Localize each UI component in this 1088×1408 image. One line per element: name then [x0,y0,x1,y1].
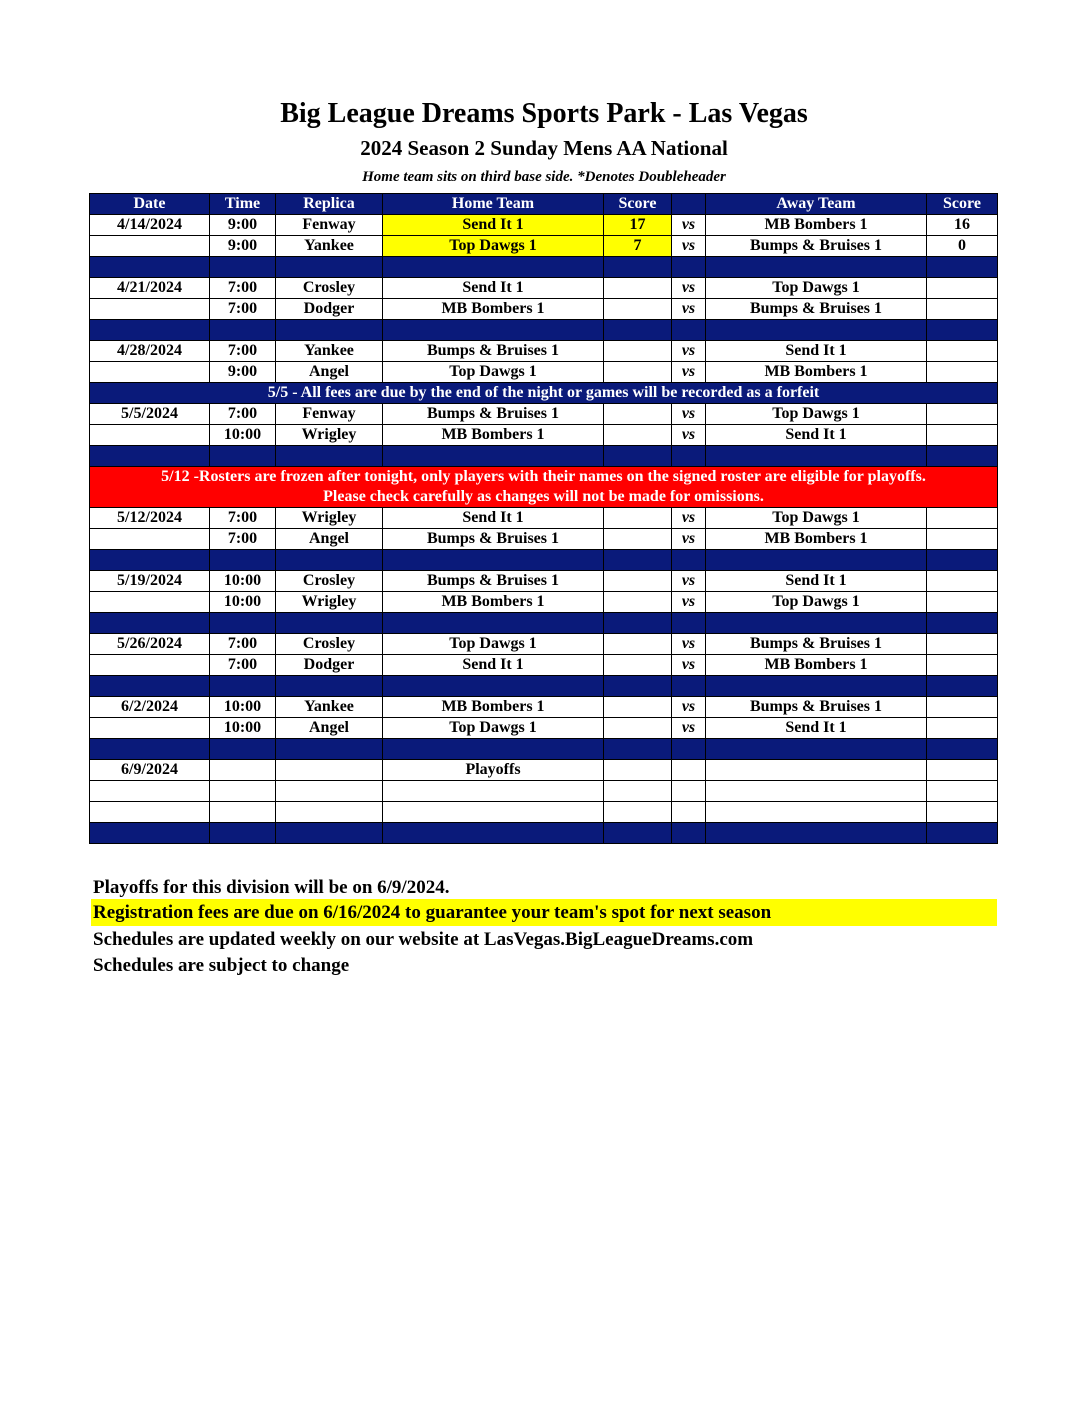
game-row [90,718,998,739]
cell-home-score [604,362,672,383]
game-row [90,278,998,299]
cell-vs: vs [672,571,706,592]
cell-time: 7:00 [210,655,276,676]
cell-home-team: Bumps & Bruises 1 [383,404,604,425]
separator-cell [604,613,672,634]
cell-replica [276,781,383,802]
alert-row [90,467,998,508]
cell-vs: vs [672,592,706,613]
cell-home-score: 7 [604,236,672,257]
cell-home-score [604,802,672,823]
schedule-table [89,193,998,844]
separator-cell [706,613,927,634]
separator-cell [90,676,210,697]
separator-cell [672,446,706,467]
cell-date: 4/28/2024 [90,341,210,362]
cell-away-team: Bumps & Bruises 1 [706,299,927,320]
separator-cell [672,676,706,697]
cell-replica: Dodger [276,299,383,320]
cell-vs: vs [672,634,706,655]
game-row [90,341,998,362]
separator-cell [276,676,383,697]
separator-cell [90,613,210,634]
cell-time: 10:00 [210,425,276,446]
cell-vs: vs [672,655,706,676]
cell-time: 10:00 [210,592,276,613]
cell-replica: Angel [276,529,383,550]
cell-replica: Crosley [276,278,383,299]
separator-cell [90,739,210,760]
separator-cell [604,320,672,341]
col-away-score: Score [927,194,998,215]
cell-home-team: Top Dawgs 1 [383,362,604,383]
cell-time: 7:00 [210,508,276,529]
separator-cell [927,823,998,844]
cell-vs: vs [672,718,706,739]
cell-away-team: Bumps & Bruises 1 [706,697,927,718]
alert-cell [90,467,998,508]
separator-cell [927,446,998,467]
schedule-body [90,215,998,844]
cell-date [90,802,210,823]
cell-time [210,781,276,802]
cell-home-team: Send It 1 [383,278,604,299]
cell-date [90,299,210,320]
game-row [90,236,998,257]
game-row [90,404,998,425]
cell-vs [672,802,706,823]
cell-date [90,655,210,676]
cell-vs: vs [672,404,706,425]
separator-cell [604,676,672,697]
separator-cell [927,739,998,760]
cell-home-team: Top Dawgs 1 [383,718,604,739]
cell-home-team: Top Dawgs 1 [383,236,604,257]
cell-date [90,718,210,739]
separator-cell [210,823,276,844]
cell-replica: Angel [276,362,383,383]
separator-cell [276,446,383,467]
cell-replica: Wrigley [276,425,383,446]
separator-cell [383,823,604,844]
col-replica: Replica [276,194,383,215]
page-subtitle: 2024 Season 2 Sunday Mens AA National [360,136,728,160]
cell-home-score [604,508,672,529]
schedule-note: Home team sits on third base side. *Denotes Doubleheader [362,169,726,185]
separator-cell [90,257,210,278]
footer-disclaimer: Schedules are subject to change [93,955,350,976]
cell-replica: Fenway [276,215,383,236]
cell-vs: vs [672,341,706,362]
separator-cell [672,257,706,278]
cell-home-team: MB Bombers 1 [383,697,604,718]
separator-row [90,823,998,844]
cell-home-team: Send It 1 [383,655,604,676]
cell-replica: Yankee [276,341,383,362]
cell-away-score [927,529,998,550]
separator-row [90,676,998,697]
separator-cell [383,613,604,634]
game-row [90,802,998,823]
cell-time: 7:00 [210,404,276,425]
cell-replica: Dodger [276,655,383,676]
cell-vs: vs [672,697,706,718]
notice-row [90,383,998,404]
cell-away-score [927,592,998,613]
separator-row [90,257,998,278]
separator-row [90,739,998,760]
game-row [90,760,998,781]
separator-cell [672,823,706,844]
cell-away-team [706,781,927,802]
separator-cell [276,550,383,571]
cell-date [90,425,210,446]
separator-cell [604,823,672,844]
cell-away-score [927,718,998,739]
cell-time: 7:00 [210,529,276,550]
separator-cell [90,823,210,844]
separator-cell [604,739,672,760]
cell-replica [276,802,383,823]
footer-website: Schedules are updated weekly on our website at LasVegas.BigLeagueDreams.com [93,929,754,950]
game-row [90,634,998,655]
game-row [90,425,998,446]
footer-playoffs: Playoffs for this division will be on 6/9/2024. [93,877,450,898]
cell-date: 4/14/2024 [90,215,210,236]
cell-date [90,781,210,802]
cell-away-score [927,299,998,320]
separator-cell [276,739,383,760]
cell-away-team: Top Dawgs 1 [706,278,927,299]
cell-date: 4/21/2024 [90,278,210,299]
separator-cell [672,613,706,634]
cell-time: 7:00 [210,278,276,299]
cell-vs: vs [672,425,706,446]
cell-away-score [927,508,998,529]
cell-away-team: Send It 1 [706,571,927,592]
cell-away-score [927,278,998,299]
cell-away-score [927,634,998,655]
cell-away-team: Top Dawgs 1 [706,404,927,425]
cell-time: 7:00 [210,634,276,655]
cell-away-team: Top Dawgs 1 [706,508,927,529]
cell-time: 9:00 [210,215,276,236]
cell-time [210,760,276,781]
cell-home-score [604,425,672,446]
cell-home-score [604,781,672,802]
cell-vs [672,781,706,802]
separator-cell [210,613,276,634]
cell-away-score [927,781,998,802]
cell-away-team: Bumps & Bruises 1 [706,634,927,655]
cell-home-score [604,697,672,718]
game-row [90,299,998,320]
separator-cell [706,739,927,760]
cell-date [90,592,210,613]
separator-cell [672,320,706,341]
separator-cell [383,257,604,278]
cell-home-score: 17 [604,215,672,236]
cell-home-team: MB Bombers 1 [383,425,604,446]
cell-away-team [706,760,927,781]
cell-replica [276,760,383,781]
cell-vs: vs [672,362,706,383]
cell-away-score [927,425,998,446]
cell-date: 5/5/2024 [90,404,210,425]
separator-cell [706,446,927,467]
cell-time: 9:00 [210,362,276,383]
cell-away-team: MB Bombers 1 [706,362,927,383]
separator-cell [90,550,210,571]
separator-cell [706,550,927,571]
game-row [90,362,998,383]
cell-away-team: MB Bombers 1 [706,655,927,676]
cell-home-team: Playoffs [383,760,604,781]
separator-cell [706,676,927,697]
cell-home-team: Bumps & Bruises 1 [383,571,604,592]
separator-row [90,446,998,467]
cell-home-score [604,592,672,613]
separator-cell [210,446,276,467]
cell-away-team [706,802,927,823]
cell-home-score [604,655,672,676]
header-row [90,194,998,215]
cell-date: 6/9/2024 [90,760,210,781]
separator-cell [672,739,706,760]
separator-cell [90,446,210,467]
col-away-team: Away Team [706,194,927,215]
cell-home-score [604,278,672,299]
cell-home-team: MB Bombers 1 [383,592,604,613]
cell-home-score [604,404,672,425]
cell-time: 7:00 [210,341,276,362]
separator-cell [210,676,276,697]
separator-cell [927,613,998,634]
cell-time: 10:00 [210,571,276,592]
separator-cell [604,550,672,571]
col-home-team: Home Team [383,194,604,215]
separator-cell [276,257,383,278]
cell-vs: vs [672,236,706,257]
separator-cell [927,676,998,697]
cell-time [210,802,276,823]
cell-away-team: Send It 1 [706,425,927,446]
col-time: Time [210,194,276,215]
cell-away-score [927,571,998,592]
separator-cell [210,257,276,278]
game-row [90,529,998,550]
cell-away-team: MB Bombers 1 [706,529,927,550]
cell-date [90,236,210,257]
cell-home-team: Send It 1 [383,508,604,529]
cell-date [90,362,210,383]
cell-away-score [927,802,998,823]
separator-cell [706,257,927,278]
separator-cell [927,550,998,571]
cell-home-team: MB Bombers 1 [383,299,604,320]
cell-home-team: Top Dawgs 1 [383,634,604,655]
cell-vs: vs [672,278,706,299]
col-vs [672,194,706,215]
cell-away-team: Bumps & Bruises 1 [706,236,927,257]
cell-away-score [927,655,998,676]
separator-cell [383,320,604,341]
separator-cell [383,550,604,571]
cell-home-team: Bumps & Bruises 1 [383,529,604,550]
cell-date: 5/12/2024 [90,508,210,529]
cell-away-team: Top Dawgs 1 [706,592,927,613]
cell-away-team: Send It 1 [706,341,927,362]
cell-date: 5/19/2024 [90,571,210,592]
game-row [90,215,998,236]
cell-home-score [604,634,672,655]
separator-cell [706,823,927,844]
cell-date: 5/26/2024 [90,634,210,655]
separator-cell [276,823,383,844]
cell-vs [672,760,706,781]
separator-row [90,550,998,571]
separator-cell [383,739,604,760]
separator-row [90,320,998,341]
cell-home-score [604,529,672,550]
page-title: Big League Dreams Sports Park - Las Vegas [280,98,808,129]
cell-replica: Yankee [276,697,383,718]
cell-away-team: MB Bombers 1 [706,215,927,236]
cell-home-team: Send It 1 [383,215,604,236]
cell-home-score [604,718,672,739]
cell-home-team: Bumps & Bruises 1 [383,341,604,362]
separator-cell [383,446,604,467]
cell-away-score [927,362,998,383]
cell-home-team [383,802,604,823]
game-row [90,592,998,613]
separator-cell [276,613,383,634]
cell-home-score [604,571,672,592]
alert-line-1: 5/12 -Rosters are frozen after tonight, only players with their names on the signed roster are eligible for playoffs. [161,468,926,485]
col-date: Date [90,194,210,215]
cell-away-team: Send It 1 [706,718,927,739]
separator-cell [604,446,672,467]
alert-line-2: Please check carefully as changes will not be made for omissions. [323,488,764,505]
cell-away-score [927,341,998,362]
separator-cell [383,676,604,697]
cell-replica: Fenway [276,404,383,425]
game-row [90,508,998,529]
cell-away-score [927,760,998,781]
cell-date [90,529,210,550]
cell-vs: vs [672,508,706,529]
separator-cell [604,257,672,278]
game-row [90,571,998,592]
separator-cell [672,550,706,571]
game-row [90,655,998,676]
game-row [90,781,998,802]
footer-registration: Registration fees are due on 6/16/2024 to guarantee your team's spot for next season [91,899,997,926]
notice-text: 5/5 - All fees are due by the end of the night or games will be recorded as a forfeit [90,383,998,404]
separator-cell [90,320,210,341]
cell-home-score [604,760,672,781]
separator-cell [276,320,383,341]
cell-vs: vs [672,299,706,320]
cell-home-score [604,299,672,320]
cell-home-team [383,781,604,802]
cell-vs: vs [672,529,706,550]
cell-replica: Crosley [276,634,383,655]
cell-time: 9:00 [210,236,276,257]
separator-cell [706,320,927,341]
cell-replica: Yankee [276,236,383,257]
cell-away-score [927,697,998,718]
col-home-score: Score [604,194,672,215]
cell-vs: vs [672,215,706,236]
cell-replica: Angel [276,718,383,739]
separator-row [90,613,998,634]
cell-time: 10:00 [210,697,276,718]
cell-away-score: 0 [927,236,998,257]
separator-cell [927,257,998,278]
cell-time: 7:00 [210,299,276,320]
cell-away-score: 16 [927,215,998,236]
cell-replica: Crosley [276,571,383,592]
cell-replica: Wrigley [276,592,383,613]
cell-replica: Wrigley [276,508,383,529]
separator-cell [210,739,276,760]
separator-cell [210,320,276,341]
separator-cell [210,550,276,571]
separator-cell [927,320,998,341]
cell-date: 6/2/2024 [90,697,210,718]
cell-home-score [604,341,672,362]
cell-away-score [927,404,998,425]
cell-time: 10:00 [210,718,276,739]
game-row [90,697,998,718]
